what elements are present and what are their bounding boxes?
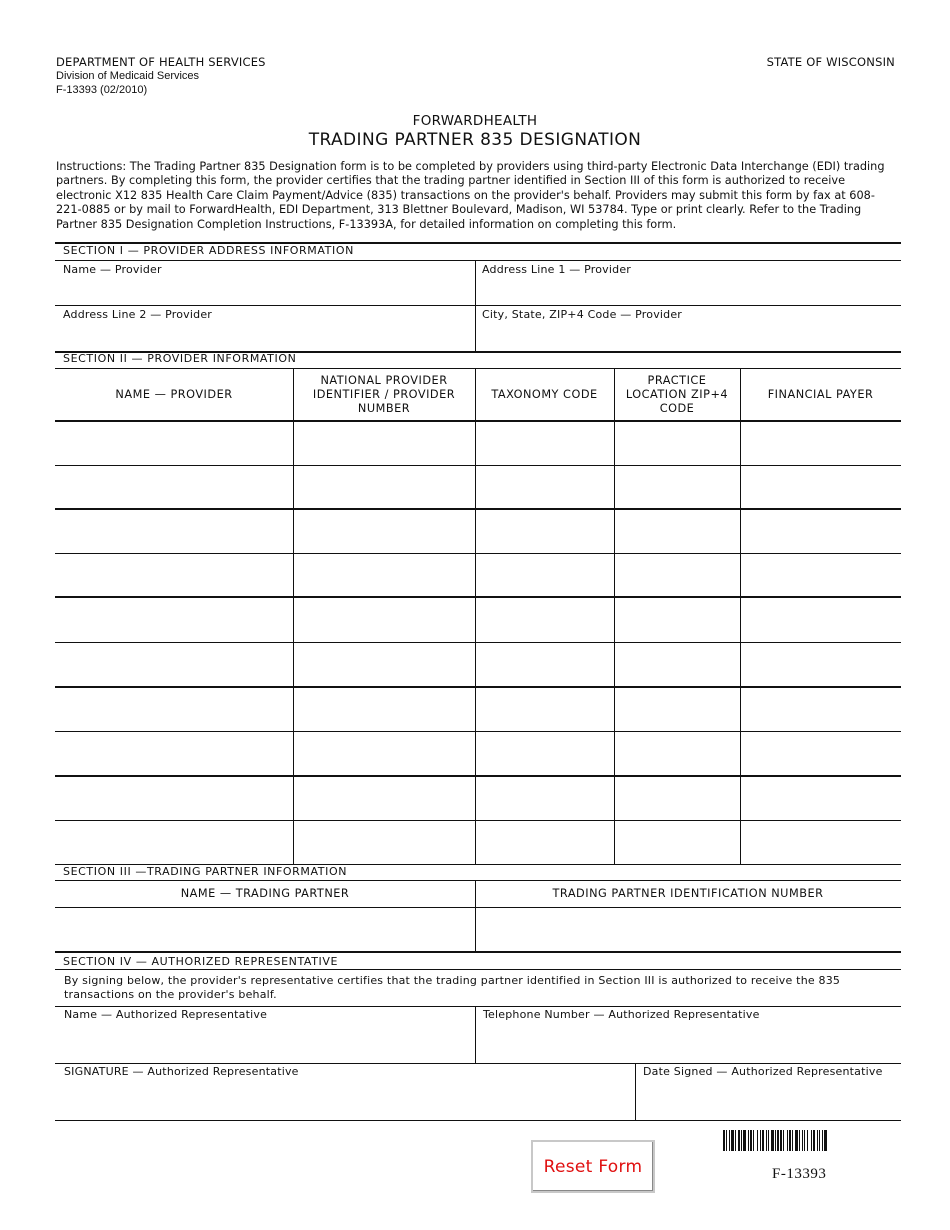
- section-4-heading: SECTION IV — AUTHORIZED REPRESENTATIVE: [63, 955, 339, 968]
- table-cell[interactable]: [57, 468, 291, 507]
- rep-name-field[interactable]: [56, 1024, 474, 1061]
- table-cell[interactable]: [477, 645, 612, 685]
- form-title: TRADING PARTNER 835 DESIGNATION: [308, 130, 642, 150]
- address-line-2-field[interactable]: [56, 322, 474, 350]
- signature-field[interactable]: [56, 1081, 634, 1118]
- column-header: NAME — PROVIDER: [115, 387, 233, 401]
- table-cell[interactable]: [57, 600, 291, 640]
- table-cell[interactable]: [742, 556, 899, 595]
- table-cell[interactable]: [295, 645, 473, 685]
- form-number: F-13393 (02/2010): [56, 84, 148, 96]
- date-signed-field[interactable]: [636, 1081, 900, 1118]
- table-cell[interactable]: [295, 734, 473, 774]
- table-cell[interactable]: [742, 600, 899, 640]
- table-cell[interactable]: [742, 823, 899, 862]
- address-line-1-field[interactable]: [476, 277, 900, 304]
- table-cell[interactable]: [742, 690, 899, 729]
- city-state-zip-label: City, State, ZIP+4 Code — Provider: [482, 308, 683, 321]
- trading-partner-id-field[interactable]: [476, 909, 900, 950]
- table-cell[interactable]: [295, 690, 473, 729]
- table-cell[interactable]: [295, 512, 473, 551]
- table-cell[interactable]: [742, 423, 899, 463]
- table-cell[interactable]: [57, 734, 291, 774]
- table-cell[interactable]: [616, 734, 738, 774]
- table-cell[interactable]: [616, 600, 738, 640]
- table-cell[interactable]: [616, 690, 738, 729]
- table-cell[interactable]: [742, 468, 899, 507]
- table-cell[interactable]: [477, 512, 612, 551]
- table-cell[interactable]: [616, 779, 738, 818]
- table-cell[interactable]: [57, 423, 291, 463]
- table-cell[interactable]: [742, 779, 899, 818]
- table-cell[interactable]: [57, 556, 291, 595]
- table-cell[interactable]: [295, 468, 473, 507]
- state-name: STATE OF WISCONSIN: [766, 55, 895, 69]
- table-cell[interactable]: [57, 779, 291, 818]
- column-header: FINANCIAL PAYER: [767, 387, 874, 401]
- table-cell[interactable]: [742, 512, 899, 551]
- table-cell[interactable]: [616, 468, 738, 507]
- department-name: DEPARTMENT OF HEALTH SERVICES: [56, 55, 266, 69]
- table-cell[interactable]: [477, 823, 612, 862]
- agency-name: FORWARDHEALTH: [412, 113, 538, 129]
- reset-form-button[interactable]: Reset Form: [531, 1140, 655, 1193]
- address-line-2-label: Address Line 2 — Provider: [63, 308, 213, 321]
- table-cell[interactable]: [295, 779, 473, 818]
- table-cell[interactable]: [616, 423, 738, 463]
- table-cell[interactable]: [616, 823, 738, 862]
- address-line-1-label: Address Line 1 — Provider: [482, 263, 632, 276]
- table-cell[interactable]: [295, 823, 473, 862]
- table-cell[interactable]: [742, 734, 899, 774]
- table-cell[interactable]: [616, 512, 738, 551]
- table-cell[interactable]: [477, 423, 612, 463]
- section-1-heading: SECTION I — PROVIDER ADDRESS INFORMATION: [63, 244, 354, 257]
- table-cell[interactable]: [477, 779, 612, 818]
- provider-name-label: Name — Provider: [63, 263, 162, 276]
- rep-phone-field[interactable]: [476, 1024, 900, 1061]
- provider-name-field[interactable]: [56, 277, 474, 304]
- trading-partner-name-header: NAME — TRADING PARTNER: [180, 887, 350, 900]
- table-cell[interactable]: [57, 823, 291, 862]
- section-2-heading: SECTION II — PROVIDER INFORMATION: [63, 352, 297, 365]
- table-cell[interactable]: [742, 645, 899, 685]
- barcode-icon: [723, 1130, 885, 1151]
- city-state-zip-field[interactable]: [476, 322, 900, 350]
- table-cell[interactable]: [616, 645, 738, 685]
- signature-label: SIGNATURE — Authorized Representative: [64, 1065, 299, 1078]
- table-cell[interactable]: [616, 556, 738, 595]
- division-name: Division of Medicaid Services: [56, 70, 200, 82]
- table-cell[interactable]: [477, 734, 612, 774]
- table-cell[interactable]: [57, 690, 291, 729]
- column-header: NATIONAL PROVIDER IDENTIFIER / PROVIDER NUMBER: [312, 373, 456, 415]
- certification-text: By signing below, the provider's representative certifies that the trading partner identified in Section III is authorized to receive the 835 transactions on the provider's behalf.: [64, 974, 841, 1001]
- instructions-text: Instructions: The Trading Partner 835 Designation form is to be completed by providers using third-party Electronic Data Interchange (EDI) trading partners. By completing this form, the provider certifies that the trading partner identified in Section III of this form is authorized to receive electronic X12 835 Health Care Claim Payment/Advice (835) transactions on the provider's behalf. Providers may submit this form by fax at 608-221-0885 or by mail to ForwardHealth, EDI Department, 313 Blettner Boulevard, Madison, WI 53784. Type or print clearly. Refer to the Trading Partner 835 Designation Completion Instructions, F-13393A, for detailed information on completing this form.: [56, 160, 885, 231]
- column-header: PRACTICE LOCATION ZIP+4 CODE: [625, 373, 729, 415]
- column-header: TAXONOMY CODE: [491, 387, 598, 401]
- rep-phone-label: Telephone Number — Authorized Representative: [483, 1008, 760, 1021]
- table-cell[interactable]: [477, 468, 612, 507]
- rep-name-label: Name — Authorized Representative: [64, 1008, 268, 1021]
- trading-partner-name-field[interactable]: [56, 909, 474, 950]
- table-cell[interactable]: [477, 556, 612, 595]
- section-3-heading: SECTION III —TRADING PARTNER INFORMATION: [63, 865, 348, 878]
- table-cell[interactable]: [57, 512, 291, 551]
- table-cell[interactable]: [295, 556, 473, 595]
- table-cell[interactable]: [477, 600, 612, 640]
- table-cell[interactable]: [295, 600, 473, 640]
- barcode-form-number: F-13393: [772, 1166, 827, 1182]
- trading-partner-id-header: TRADING PARTNER IDENTIFICATION NUMBER: [552, 887, 824, 900]
- table-cell[interactable]: [477, 690, 612, 729]
- table-cell[interactable]: [295, 423, 473, 463]
- date-signed-label: Date Signed — Authorized Representative: [643, 1065, 883, 1078]
- table-cell[interactable]: [57, 645, 291, 685]
